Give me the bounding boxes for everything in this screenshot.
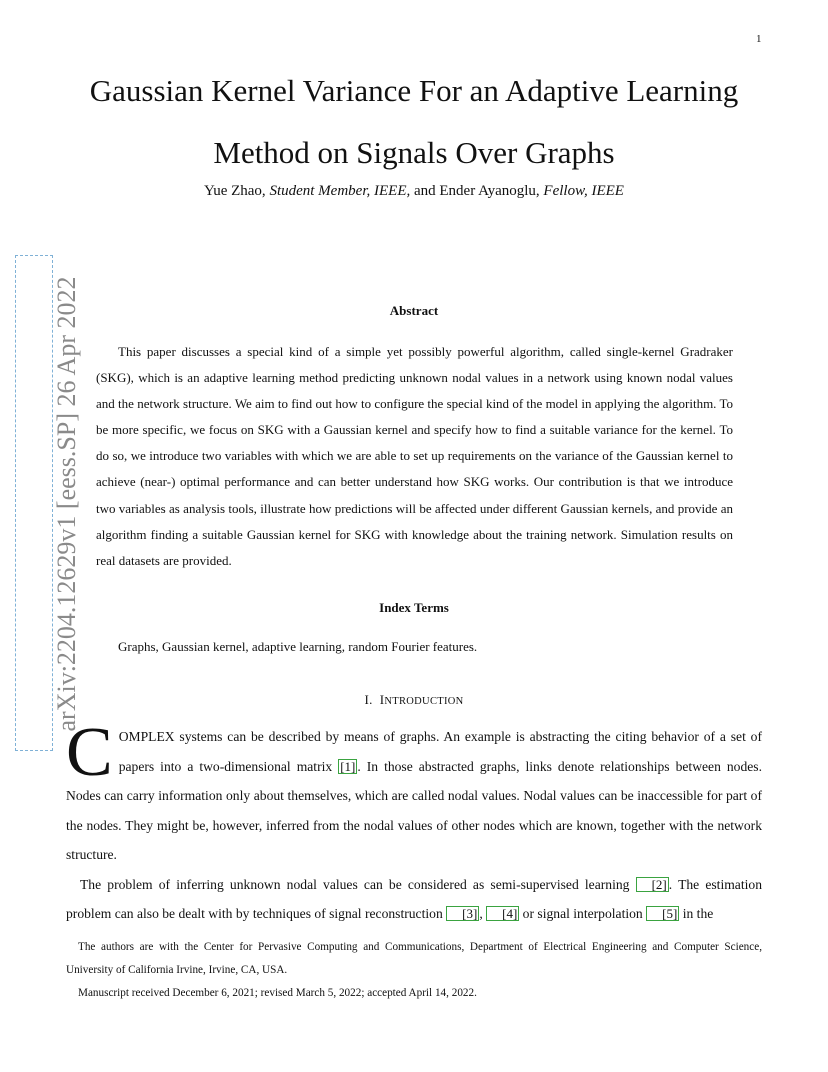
section-title-initial: I: [379, 692, 385, 707]
citation-link[interactable]: [1]: [340, 758, 356, 774]
footnote-affiliation: The authors are with the Center for Pervasive Computing and Communications, Department of Electrical Engineering and Computer Science, University of California Irvine, Irvine, CA, USA.: [66, 941, 762, 976]
drop-cap: C: [66, 714, 113, 791]
author-1-name: Yue Zhao,: [204, 183, 266, 199]
intro-p1-text-a: OMPLEX systems can be described by means of graphs. An example is abstracting the citing behavior of a set of papers into a two-dimensional matrix: [118, 729, 762, 774]
citation-link[interactable]: [5]: [646, 906, 679, 921]
index-terms-text: Graphs, Gaussian kernel, adaptive learning, random Fourier features.: [118, 639, 478, 654]
intro-p2-text-e: in the: [679, 906, 714, 921]
index-terms-heading: Index Terms: [379, 600, 449, 615]
author-line: [40, 183, 788, 200]
abstract-heading: Abstract: [389, 303, 439, 318]
introduction-body: [66, 714, 762, 929]
arxiv-id: arXiv:2204.12629v1 [eess.SP] 26 Apr 2022: [52, 276, 81, 732]
intro-p2-text-b: . The estimation problem can also be dealt with by techniques of signal reconstruction: [66, 876, 762, 921]
author-1-role: Student Member, IEEE,: [269, 183, 411, 199]
footnotes: [66, 936, 762, 1005]
paper-title: Gaussian Kernel Variance For an Adaptive Learning Method on Signals Over Graphs: [89, 73, 739, 170]
intro-p2-text-c: ,: [479, 906, 487, 921]
intro-paragraph-1: [66, 714, 762, 870]
section-number: I.: [364, 692, 373, 707]
intro-p1-text-b: . In those abstracted graphs, links denote relationships between nodes. Nodes can carry information only about themselves, which are called nodal values. Nodal values can be inaccessible for part of the nodes. They might be, however, inferred from the nodal values of other nodes which are known, together with the network structure.: [66, 758, 762, 862]
abstract-body: This paper discusses a special kind of a simple yet possibly powerful algorithm, called single-kernel Gradraker (SKG), which is an adaptive learning method predicting unknown nodal values in a network using known nodal values and the network structure. We aim to find out how to configure the special kind of the model in applying the algorithm. To be more specific, we focus on SKG with a Gaussian kernel and specify how to find a suitable variance for the kernel. To do so, we introduce two variables with which we are able to set up requirements on the variance of the Gaussian kernel to achieve (near-) optimal performance and can better understand how SKG works. Our contribution is that we introduce two variables as analysis tools, illustrate how predictions will be affected under different Gaussian kernels, and provide an algorithm finding a suitable Gaussian kernel for SKG with knowledge about the training network. Simulation results on real datasets are provided.: [96, 344, 733, 568]
page-number: 1: [756, 33, 762, 45]
footnote-manuscript: Manuscript received December 6, 2021; revised March 5, 2022; accepted April 14, 2022.: [78, 987, 477, 999]
author-2-role: Fellow, IEEE: [543, 183, 624, 199]
intro-p2-text-d: or signal interpolation: [519, 906, 647, 921]
section-heading: [40, 692, 788, 708]
arxiv-stamp[interactable]: [15, 255, 81, 751]
section-title-rest: NTRODUCTION: [384, 696, 464, 707]
citation-link[interactable]: [3]: [446, 906, 479, 921]
author-2-name: and Ender Ayanoglu,: [413, 183, 540, 199]
intro-paragraph-2: [66, 870, 762, 929]
citation-link[interactable]: [4]: [486, 906, 519, 921]
intro-p2-text-a: The problem of inferring unknown nodal values can be considered as semi-supervised learning: [80, 876, 636, 892]
citation-link[interactable]: [2]: [636, 877, 669, 892]
